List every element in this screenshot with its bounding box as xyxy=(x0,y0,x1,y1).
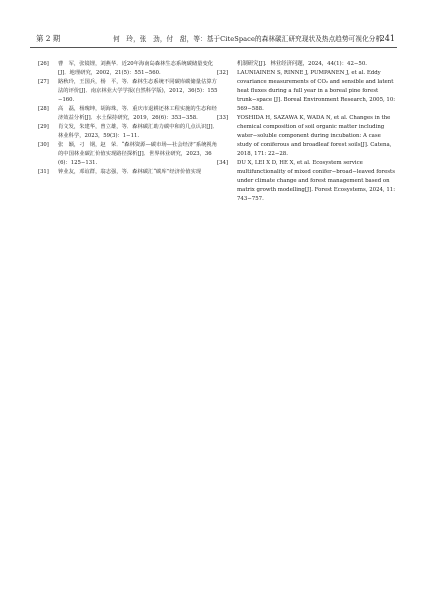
reference-text: DU X, LEI X D, HE X, et al. Ecosystem service multifunctionality of mixed conifer−broad−leaved forests under climate change and forest management based on matrix growth modelling[J]. Forest Ecosystems, 2024, 11: 743−757. xyxy=(237,160,396,202)
reference-number: [34] xyxy=(217,160,229,166)
reference-text: YOSHIDA H, SAZAWA K, WADA N, et al. Changes in the chemical composition of soil organic matter including water−soluble component during incubation: A case study of coniferous and broadleaf forest soils[J]. Catena, 2018, 171: 22−28. xyxy=(237,115,392,157)
reference-number: [27] xyxy=(38,79,49,85)
reference-text: 高 磊，杨瑰坤，胡海珠，等．重庆市退耕还林工程实施的生态和经济效益分析[J]．水土保持研究，2019，26(6)：353−358. xyxy=(58,106,217,121)
reference-text: 肖文发，朱建华，曾立雄，等．森林碳汇助力碳中和的几点认识[J]．林业科学，2023，59(3)：1−11. xyxy=(58,124,218,139)
reference-item xyxy=(38,105,218,123)
reference-item xyxy=(38,141,218,168)
issue-label: 第 2 期 xyxy=(36,34,61,43)
reference-number: [32] xyxy=(217,70,229,76)
reference-item xyxy=(38,123,218,141)
running-title: 何 玲，张 劲，付 甜，等：基于CiteSpace的森林碳汇研究现状及热点趋势可视化分析 xyxy=(113,35,383,43)
reference-item xyxy=(217,114,397,159)
reference-number: [31] xyxy=(38,169,49,175)
reference-number: [29] xyxy=(38,124,49,130)
reference-item xyxy=(217,159,397,204)
reference-item xyxy=(217,69,397,114)
reference-text: 曹 军，张镜锂，刘燕华．近20年海南岛森林生态系统碳储量变化[J]．地理研究，2002，21(5)：551−560. xyxy=(58,61,214,76)
references-left-column xyxy=(38,60,218,177)
references-right-column xyxy=(217,60,397,204)
reference-number xyxy=(217,60,237,69)
reference-item xyxy=(38,168,218,177)
reference-text: 路秋玲，王国兵，杨 平，等．森林生态系统不同碳库碳储量估算方法的评价[J]．南京林业大学学报(自然科学版)，2012，36(5)：155−160. xyxy=(58,79,218,103)
reference-number: [30] xyxy=(38,142,49,148)
reference-number: [26] xyxy=(38,61,49,67)
reference-number: [33] xyxy=(217,115,229,121)
reference-text: 机制研究[J]．林业经济问题，2024，44(1)：42−50. xyxy=(237,61,367,67)
reference-number: [28] xyxy=(38,106,49,112)
running-header xyxy=(30,33,397,48)
reference-item-continued xyxy=(217,60,397,69)
reference-text: LAUNIAINEN S, RINNE J, PUMPANEN J, et al. Eddy covariance measurements of CO₂ and sensible and latent heat fluxes during a full year in a boreal pine forest trunk−space [J]. Boreal Environment Research, 2005, 10: 569−588. xyxy=(237,70,396,112)
reference-item xyxy=(38,78,218,105)
reference-text: 张 颖，刁 钢，赵 荣．“森林资源—碳市场—社会经济”系统视角的中国林业碳汇价值实现路径探析[J]．世界林业研究，2023，36(6)：125−131. xyxy=(58,142,218,166)
reference-text: 钟业友，邓谊群，翁志强，等．森林碳汇“碳库”经济价值实现 xyxy=(58,169,202,175)
page-number: 241 xyxy=(379,34,395,43)
reference-item xyxy=(38,60,218,78)
